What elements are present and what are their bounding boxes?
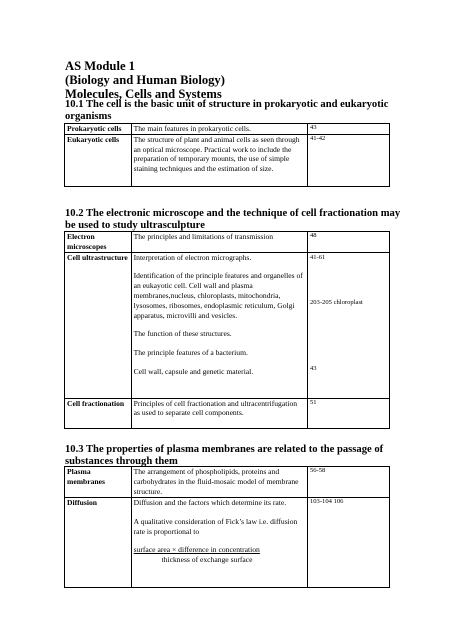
ref-cell: 51 [307,398,389,428]
section-table-10-2 [64,231,390,429]
module-topic: Molecules, Cells and Systems [65,87,222,101]
topic-cell: Eukaryotic cells [65,134,132,186]
table-row [65,124,390,135]
content-cell [131,498,307,588]
content-cell: The principles and limitations of transmission [131,232,307,253]
table-row [65,498,390,588]
content-cell: Principles of cell fractionation and ultracentrifugation as used to separate cell components. [131,398,307,428]
section-heading-10-1: 10.1 The cell is the basic unit of structure in prokaryotic and eukaryotic organisms [65,99,389,122]
ref-cell: 41-42 [307,134,389,186]
formula-denominator: thickness of exchange surface [161,555,253,565]
table-row [65,398,390,428]
section-table-10-3 [64,466,390,588]
content-line: Cell wall, capsule and genetic material. [133,366,254,376]
ref-value: 41-61 [309,253,326,261]
topic-cell: Electron microscopes [65,232,132,253]
section-heading-10-3: 10.3 The properties of plasma membranes are related to the passage of substances through them [65,444,384,467]
content-cell: The main features in prokaryotic cells. [131,124,307,135]
topic-cell: Cell ultrastructure [65,252,132,398]
ref-cell: 56-58 [307,467,389,498]
section-heading-10-2: 10.2 The electronic microscope and the technique of cell fractionation may be used to study ultrasculpture [65,208,401,231]
section-table-10-1 [64,123,390,187]
table-row [65,252,390,398]
content-line: The function of these structures. [133,329,232,339]
ref-cell: 103-104 106 [307,498,389,588]
table-row [65,134,390,186]
formula-numerator: surface area × difference in concentration [133,545,260,555]
ref-cell: 43 [307,124,389,135]
content-cell [131,252,307,398]
table-row [65,467,390,498]
module-subtitle: (Biology and Human Biology) [65,73,225,87]
ref-value: 43 [309,364,317,372]
content-line: Diffusion and the factors which determine its rate. [133,498,287,507]
content-line: Interpretation of electron micrographs. [133,252,252,262]
topic-cell: Cell fractionation [65,398,132,428]
content-cell: The structure of plant and animal cells as seen through an optical microscope. Practical work to include the preparation of temporary mounts, the use of simple staining techniques and the estimation of size. [131,134,307,186]
content-paragraph: Identification of the principle features and organelles of an eukayotic cell. Cell wall and plasma membranes,nucleus, chloroplasts, mitochondria, lysosomes, ribosomes, endoplasmic reticulum, Golgi apparatus, microvilli and vesicles. [133,271,303,320]
topic-cell: Diffusion [65,498,132,588]
topic-cell: Prokaryotic cells [65,124,132,135]
module-title: AS Module 1 [65,59,135,73]
ref-cell [307,252,389,398]
content-paragraph: A qualitative consideration of Fick’s law i.e. diffusion rate is proportional to [133,516,298,536]
content-line: The principle features of a bacterium. [133,348,248,358]
table-row [65,232,390,253]
topic-cell: Plasma membranes [65,467,132,498]
ref-value: 203-205 chloroplast [309,299,363,307]
content-cell: The arrangement of phospholipids, proteins and carbohydrates in the fluid-mosaic model of membrane structure. [131,467,307,498]
ref-cell: 48 [307,232,389,253]
